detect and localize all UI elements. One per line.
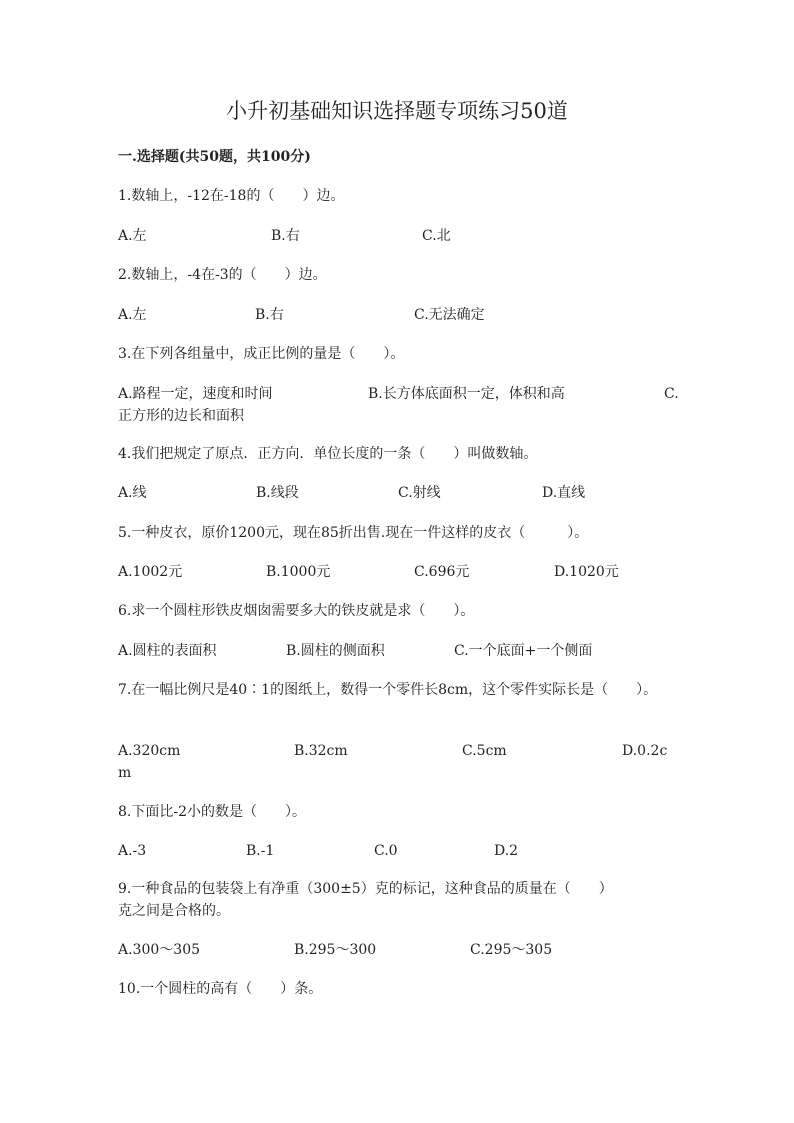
option-c[interactable]: C.北 [422, 228, 451, 244]
question-8-options [118, 840, 678, 862]
option-b[interactable]: B.线段 [256, 485, 299, 501]
option-a[interactable]: A.-3 [118, 843, 147, 859]
question-2: 2.数轴上，-4在-3的（ ）边。 [118, 267, 327, 283]
option-a[interactable]: A.1002元 [118, 564, 183, 580]
question-6-options [118, 640, 678, 662]
option-d[interactable]: D.2 [494, 843, 519, 859]
question-3-options [118, 383, 680, 427]
option-b[interactable]: B.-1 [246, 843, 275, 859]
page-title: 小升初基础知识选择题专项练习50道 [226, 99, 568, 123]
option-a[interactable]: A.左 [118, 307, 147, 323]
question-1-options [118, 225, 678, 247]
option-b[interactable]: B.右 [255, 307, 284, 323]
option-a[interactable]: A.路程一定，速度和时间 [118, 386, 273, 402]
option-c-text[interactable]: 正方形的边长和面积 [118, 408, 244, 424]
option-c[interactable]: C.0 [374, 843, 398, 859]
option-d-wrap[interactable]: m [118, 765, 132, 781]
question-7: 7.在一幅比例尺是40∶1的图纸上，数得一个零件长8cm，这个零件实际长是（ ）。 [118, 682, 658, 698]
option-c[interactable]: C.5cm [462, 743, 507, 759]
option-b[interactable]: B.圆柱的侧面积 [286, 643, 385, 659]
question-7-options [118, 740, 680, 784]
option-a[interactable]: A.300～305 [118, 942, 201, 958]
option-d[interactable]: D.1020元 [554, 564, 619, 580]
question-6: 6.求一个圆柱形铁皮烟囱需要多大的铁皮就是求（ ）。 [118, 603, 475, 619]
section-heading: 一.选择题(共50题，共100分) [118, 149, 311, 165]
question-5-options [118, 561, 678, 583]
option-a[interactable]: A.320cm [118, 743, 181, 759]
option-b[interactable]: B.右 [271, 228, 300, 244]
question-4: 4.我们把规定了原点．正方向．单位长度的一条（ ）叫做数轴。 [118, 446, 538, 462]
option-c[interactable]: C.696元 [414, 564, 470, 580]
question-4-options [118, 482, 678, 504]
question-3: 3.在下列各组量中，成正比例的量是（ ）。 [118, 346, 405, 362]
option-b[interactable]: B.1000元 [266, 564, 331, 580]
question-9: 9.一种食品的包装袋上有净重（300±5）克的标记，这种食品的质量在（ ）克之间是合格的。 [118, 881, 613, 919]
option-b[interactable]: B.长方体底面积一定，体积和高 [368, 386, 565, 402]
question-5: 5.一种皮衣，原价1200元，现在85折出售.现在一件这样的皮衣（ ）。 [118, 525, 589, 541]
question-9-options [118, 939, 678, 961]
option-c[interactable]: C.无法确定 [414, 307, 485, 323]
option-b[interactable]: B.32cm [294, 743, 348, 759]
question-8: 8.下面比-2小的数是（ ）。 [118, 804, 306, 820]
question-1: 1.数轴上，-12在-18的（ ）边。 [118, 188, 345, 204]
option-c[interactable]: C. [664, 386, 679, 402]
option-a[interactable]: A.左 [118, 228, 147, 244]
option-d[interactable]: D.直线 [542, 485, 586, 501]
option-a[interactable]: A.线 [118, 485, 147, 501]
question-2-options [118, 304, 678, 326]
option-c[interactable]: C.295～305 [470, 942, 553, 958]
option-c[interactable]: C.一个底面+一个侧面 [454, 643, 593, 659]
option-b[interactable]: B.295～300 [294, 942, 377, 958]
option-a[interactable]: A.圆柱的表面积 [118, 643, 217, 659]
question-10: 10.一个圆柱的高有（ ）条。 [118, 981, 323, 997]
option-d[interactable]: D.0.2c [622, 743, 668, 759]
option-c[interactable]: C.射线 [398, 485, 441, 501]
